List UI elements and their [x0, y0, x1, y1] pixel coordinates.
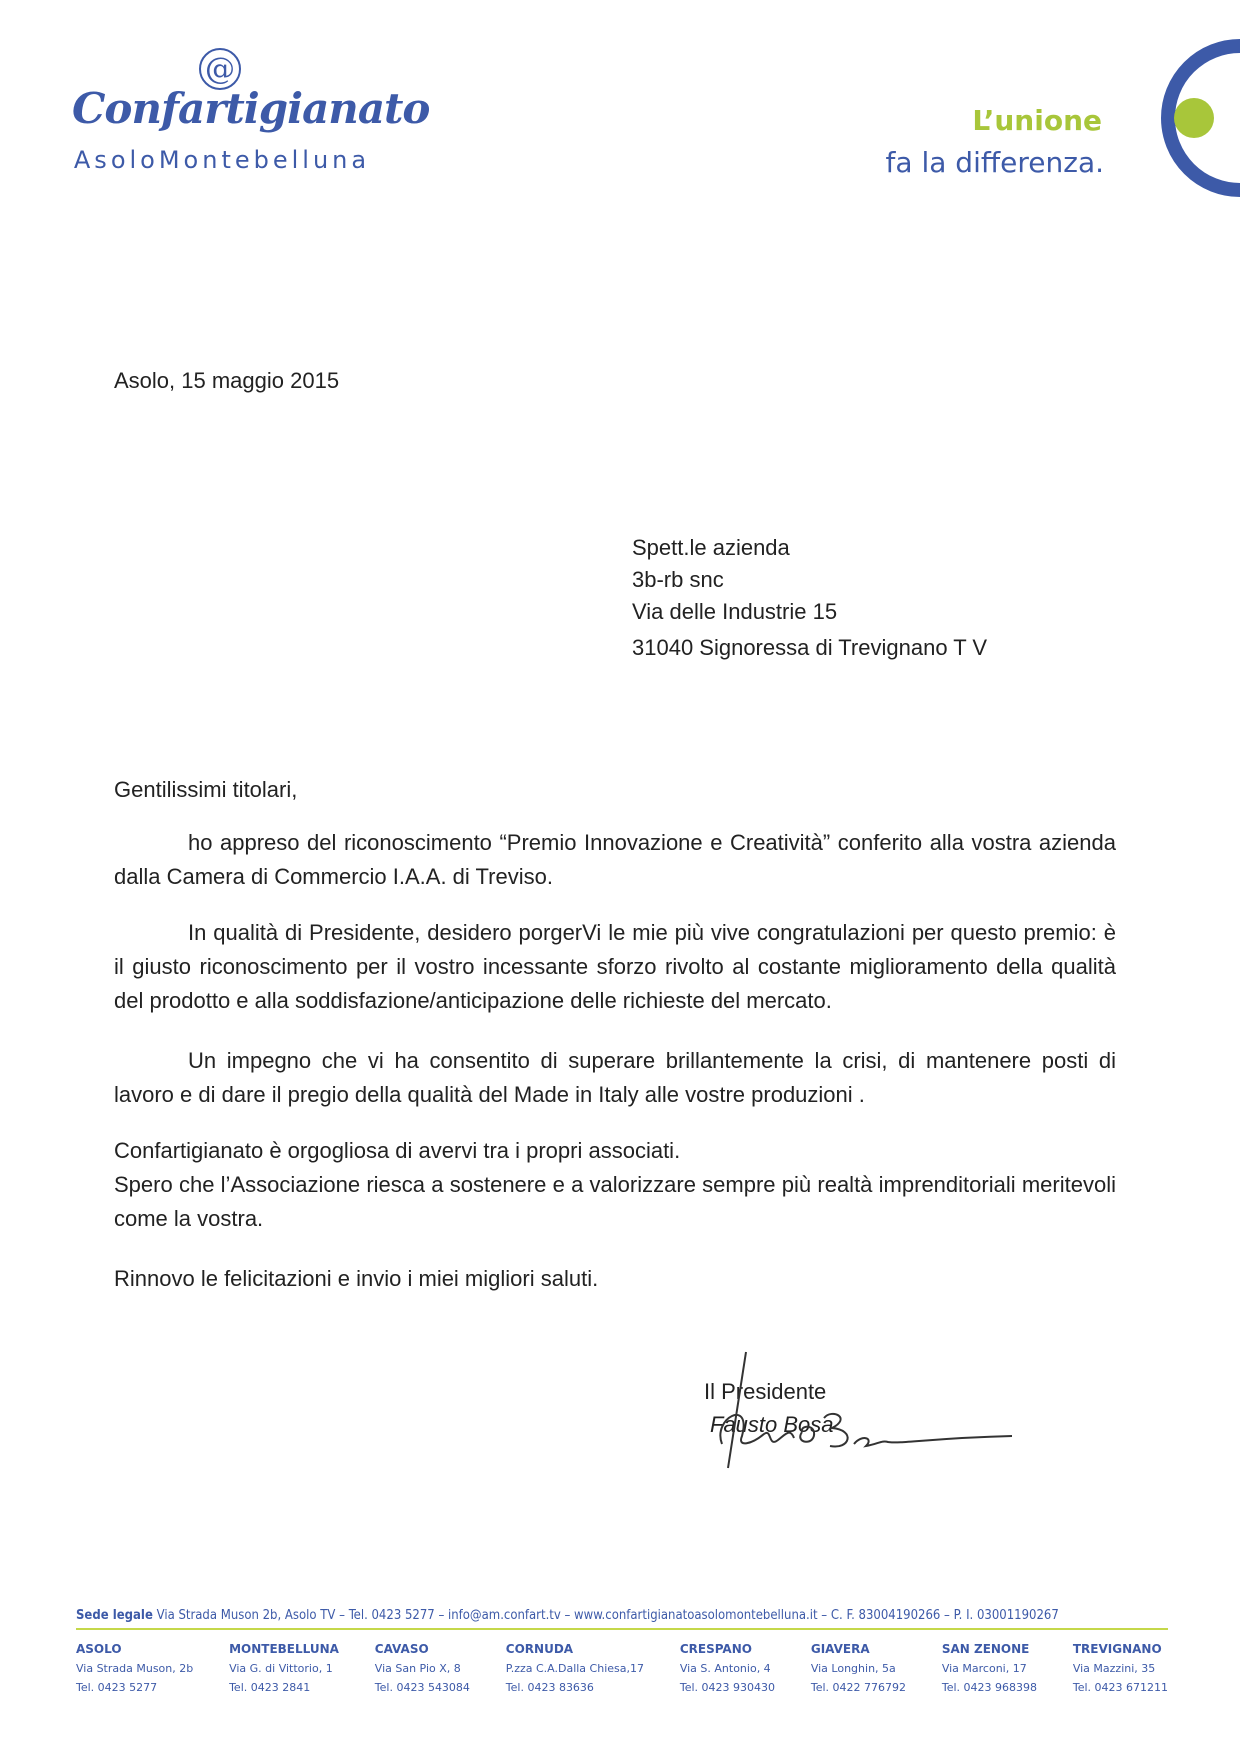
- paragraph-text: Confartigianato è orgogliosa di avervi tra i propri associati.: [114, 1138, 681, 1163]
- slogan-line-1: L’unione: [972, 104, 1102, 137]
- recipient-line: 3b-rb snc: [632, 567, 724, 592]
- branch-phone: Tel. 0423 83636: [505, 1681, 594, 1694]
- logo-wordmark: Confartigianato: [72, 84, 430, 133]
- branch-cavaso: [375, 1640, 470, 1697]
- branch-address: Via Strada Muson, 2b: [76, 1662, 194, 1675]
- footer-sede-text: Via Strada Muson 2b, Asolo TV – Tel. 0423 5277 – info@am.confart.tv – www.confartigianatoasolomontebelluna.it – C. F. 83004190266 – P. I. 03001190267: [156, 1608, 1059, 1623]
- logo-subtitle: AsoloMontebelluna: [73, 146, 371, 174]
- branch-address: Via San Pio X, 8: [374, 1662, 461, 1675]
- paragraph: [114, 1134, 1116, 1236]
- branch-cornuda: [506, 1640, 644, 1697]
- branch-list: [76, 1640, 1168, 1697]
- green-dot-icon: [1174, 98, 1214, 138]
- branch-name: CAVASO: [374, 1642, 429, 1656]
- branch-name: TREVIGNANO: [1072, 1642, 1162, 1656]
- signature-name: Fausto Bosa: [710, 1412, 834, 1437]
- handwritten-signature: [682, 1348, 1012, 1478]
- paragraph-text: Spero che l’Associazione riesca a sostenere e a valorizzare sempre più realtà imprenditoriali meritevoli come la vostra.: [114, 1172, 1116, 1231]
- branch-address: P.zza C.A.Dalla Chiesa,17: [505, 1662, 644, 1675]
- branch-address: Via S. Antonio, 4: [679, 1662, 771, 1675]
- branch-phone: Tel. 0422 776792: [810, 1681, 906, 1694]
- footer-sede-label: Sede legale: [76, 1608, 153, 1623]
- letter-date: Asolo, 15 maggio 2015: [114, 368, 340, 393]
- salutation: Gentilissimi titolari,: [114, 777, 298, 802]
- recipient-line: Via delle Industrie 15: [632, 599, 838, 624]
- branch-name: ASOLO: [76, 1642, 122, 1656]
- branch-phone: Tel. 0423 5277: [76, 1681, 158, 1694]
- branch-name: GIAVERA: [810, 1642, 870, 1656]
- recipient-line: 31040 Signoressa di Trevignano T V: [632, 635, 988, 660]
- paragraph-text: ho appreso del riconoscimento “Premio Innovazione e Creatività” conferito alla vostra azienda dalla Camera di Commercio I.A.A. di Treviso.: [114, 830, 1116, 889]
- at-sign-icon: @: [199, 48, 241, 90]
- branch-address: Via Mazzini, 35: [1072, 1662, 1156, 1675]
- branch-phone: Tel. 0423 968398: [941, 1681, 1037, 1694]
- paragraph: [114, 1044, 1116, 1112]
- branch-trevignano: [1073, 1640, 1168, 1697]
- paragraph: [114, 826, 1116, 894]
- branch-montebelluna: [229, 1640, 339, 1697]
- paragraph-text: In qualità di Presidente, desidero porgerVi le mie più vive congratulazioni per questo premio: è il giusto riconoscimento per il vostro incessante sforzo rivolto al costante miglioramento della qualità del prodotto e alla soddisfazione/anticipazione delle richieste del mercato.: [114, 920, 1116, 1013]
- signature-title: Il Presidente: [704, 1379, 827, 1404]
- branch-phone: Tel. 0423 543084: [374, 1681, 470, 1694]
- footer-legal-line: [76, 1608, 1168, 1623]
- branch-address: Via Longhin, 5a: [810, 1662, 896, 1675]
- branch-phone: Tel. 0423 930430: [679, 1681, 775, 1694]
- paragraph-text: Un impegno che vi ha consentito di superare brillantemente la crisi, di mantenere posti di lavoro e di dare il pregio della qualità del Made in Italy alle vostre produzioni .: [114, 1048, 1116, 1107]
- branch-giavera: [811, 1640, 906, 1697]
- ring-logo-icon: [1112, 38, 1240, 198]
- branch-phone: Tel. 0423 2841: [229, 1681, 311, 1694]
- recipient-address: [632, 532, 987, 664]
- branch-name: CORNUDA: [505, 1642, 574, 1656]
- branch-name: CRESPANO: [679, 1642, 752, 1656]
- branch-address: Via Marconi, 17: [941, 1662, 1027, 1675]
- footer-divider: [76, 1628, 1168, 1630]
- slogan-line-2: fa la differenza.: [885, 146, 1104, 179]
- branch-san-zenone: [942, 1640, 1037, 1697]
- recipient-line: Spett.le azienda: [632, 535, 790, 560]
- branch-crespano: [680, 1640, 775, 1697]
- branch-address: Via G. di Vittorio, 1: [229, 1662, 333, 1675]
- branch-name: MONTEBELLUNA: [229, 1642, 339, 1656]
- branch-name: SAN ZENONE: [941, 1642, 1030, 1656]
- paragraph: [114, 916, 1116, 1018]
- branch-phone: Tel. 0423 671211: [1072, 1681, 1168, 1694]
- closing: Rinnovo le felicitazioni e invio i miei migliori saluti.: [114, 1266, 599, 1291]
- branch-asolo: [76, 1640, 193, 1697]
